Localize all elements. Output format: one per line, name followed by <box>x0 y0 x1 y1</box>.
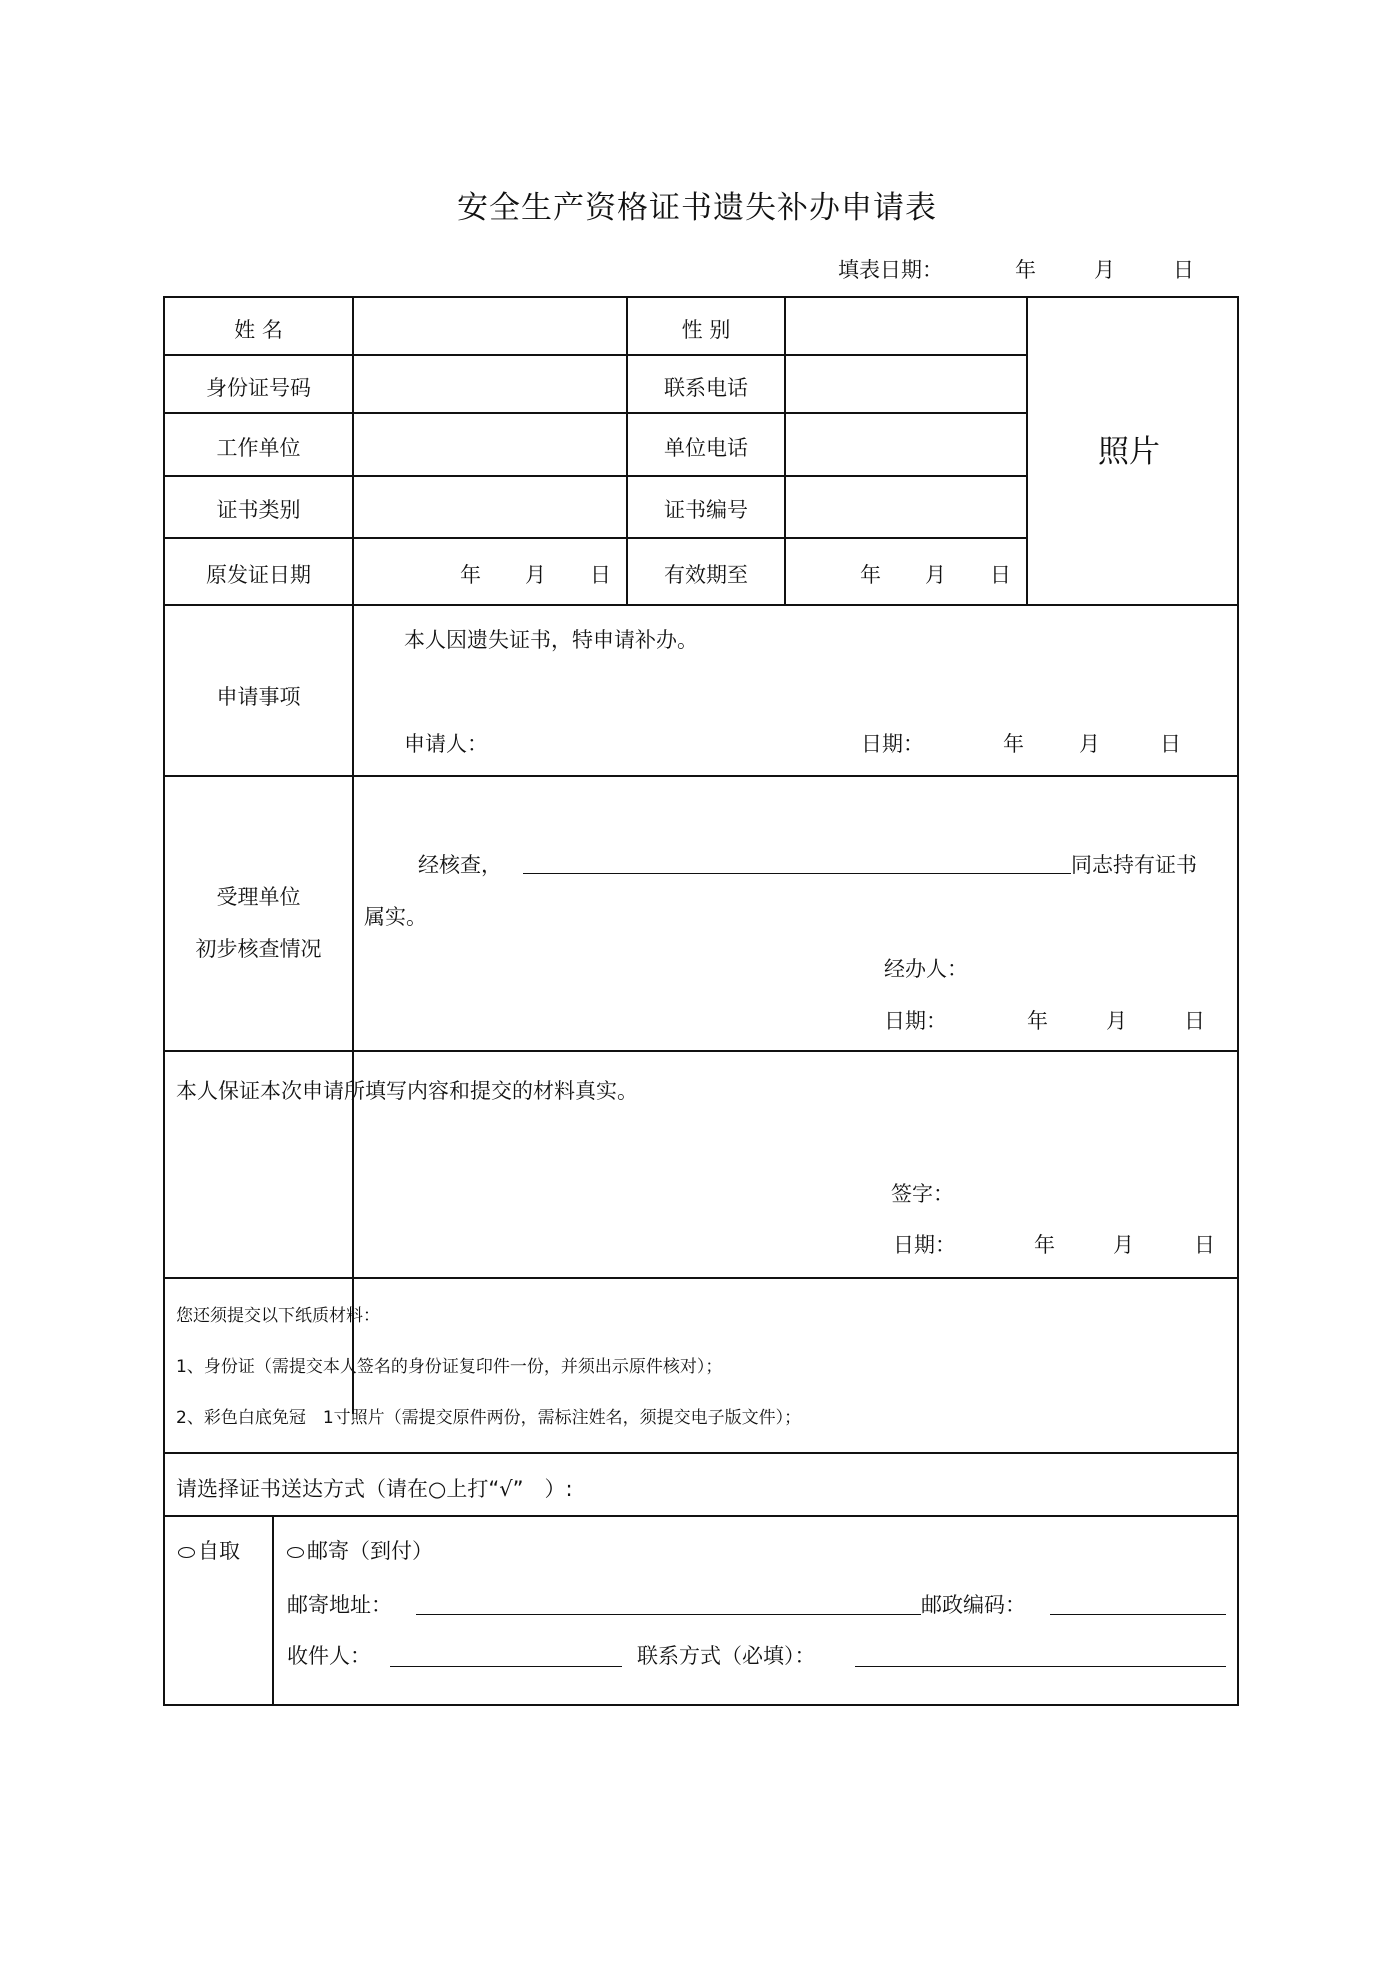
mail-option[interactable]: 邮寄（到付） <box>287 1535 433 1565</box>
unit-phone-label: 单位电话 <box>664 436 748 460</box>
materials-intro: 您还须提交以下纸质材料： <box>176 1306 380 1326</box>
id-number-label: 身份证号码 <box>206 376 311 400</box>
materials-item-1: 1、身份证（需提交本人签名的身份证复印件一份，并须出示原件核对）； <box>176 1357 723 1377</box>
issue-day: 日 <box>590 563 611 587</box>
contact-label: 联系方式（必填）： <box>637 1644 816 1668</box>
phone-field[interactable] <box>786 356 1026 412</box>
verification-year: 年 <box>1027 1009 1048 1033</box>
work-unit-label: 工作单位 <box>216 436 301 460</box>
delivery-prompt: 请选择证书送达方式（请在○上打“√” ）: <box>176 1477 573 1501</box>
gender-field[interactable] <box>786 298 1026 354</box>
verification-text-before: 经核查， <box>418 853 502 877</box>
mail-radio-icon[interactable] <box>287 1547 304 1558</box>
verified-name-line[interactable] <box>523 873 1071 874</box>
fill-date-year: 年 <box>1015 258 1036 282</box>
name-label: 姓 名 <box>234 318 283 342</box>
valid-year: 年 <box>860 563 881 587</box>
name-field[interactable] <box>354 298 626 354</box>
guarantee-statement: 本人保证本次申请所填写内容和提交的材料真实。 <box>176 1079 638 1103</box>
work-unit-field[interactable] <box>354 414 626 475</box>
cert-number-label: 证书编号 <box>664 498 748 522</box>
verification-day: 日 <box>1184 1009 1205 1033</box>
contact-line[interactable] <box>855 1666 1226 1667</box>
id-number-field[interactable] <box>354 356 626 412</box>
recipient-line[interactable] <box>390 1666 622 1667</box>
application-month: 月 <box>1079 732 1100 756</box>
fill-date-month: 月 <box>1094 258 1115 282</box>
cert-type-label: 证书类别 <box>216 498 301 522</box>
verification-date-label: 日期： <box>884 1009 947 1033</box>
guarantee-day: 日 <box>1194 1233 1215 1257</box>
applicant-label: 申请人： <box>404 732 488 756</box>
application-date-label: 日期： <box>861 732 924 756</box>
recipient-label: 收件人： <box>287 1644 371 1668</box>
phone-label: 联系电话 <box>664 376 748 400</box>
signature-label: 签字： <box>891 1182 954 1206</box>
handler-label: 经办人： <box>884 957 968 981</box>
application-statement: 本人因遗失证书，特申请补办。 <box>404 628 698 652</box>
mail-address-label: 邮寄地址： <box>287 1593 392 1617</box>
cert-number-field[interactable] <box>786 477 1026 537</box>
verification-month: 月 <box>1106 1009 1127 1033</box>
application-day: 日 <box>1160 732 1181 756</box>
photo-placeholder: 照片 <box>1098 434 1160 470</box>
verification-label-line2: 初步核查情况 <box>195 937 322 961</box>
gender-label: 性 别 <box>681 318 731 342</box>
cert-type-field[interactable] <box>354 477 626 537</box>
unit-phone-field[interactable] <box>786 414 1026 475</box>
verification-label-line1: 受理单位 <box>216 885 301 909</box>
fill-date-day: 日 <box>1173 258 1194 282</box>
self-pickup-option[interactable]: 自取 <box>178 1535 240 1565</box>
original-issue-date-label: 原发证日期 <box>206 563 311 587</box>
guarantee-month: 月 <box>1113 1233 1134 1257</box>
valid-until-label: 有效期至 <box>664 563 748 587</box>
page-title: 安全生产资格证书遗失补办申请表 <box>457 190 937 226</box>
postal-code-label: 邮政编码： <box>921 1593 1026 1617</box>
issue-year: 年 <box>460 563 481 587</box>
self-pickup-radio-icon[interactable] <box>178 1547 195 1558</box>
application-label: 申请事项 <box>216 685 301 709</box>
verification-text-line2: 属实。 <box>364 905 427 929</box>
valid-day: 日 <box>990 563 1011 587</box>
materials-item-2: 2、彩色白底免冠 1寸照片（需提交原件两份，需标注姓名，须提交电子版文件）； <box>176 1408 802 1428</box>
postal-code-line[interactable] <box>1050 1614 1226 1615</box>
application-year: 年 <box>1003 732 1024 756</box>
mail-address-line[interactable] <box>416 1614 921 1615</box>
guarantee-date-label: 日期： <box>893 1233 956 1257</box>
fill-date-label: 填表日期： <box>838 258 943 282</box>
guarantee-year: 年 <box>1034 1233 1055 1257</box>
issue-month: 月 <box>525 563 546 587</box>
valid-month: 月 <box>925 563 946 587</box>
verification-text-after: 同志持有证书 <box>1071 853 1197 877</box>
